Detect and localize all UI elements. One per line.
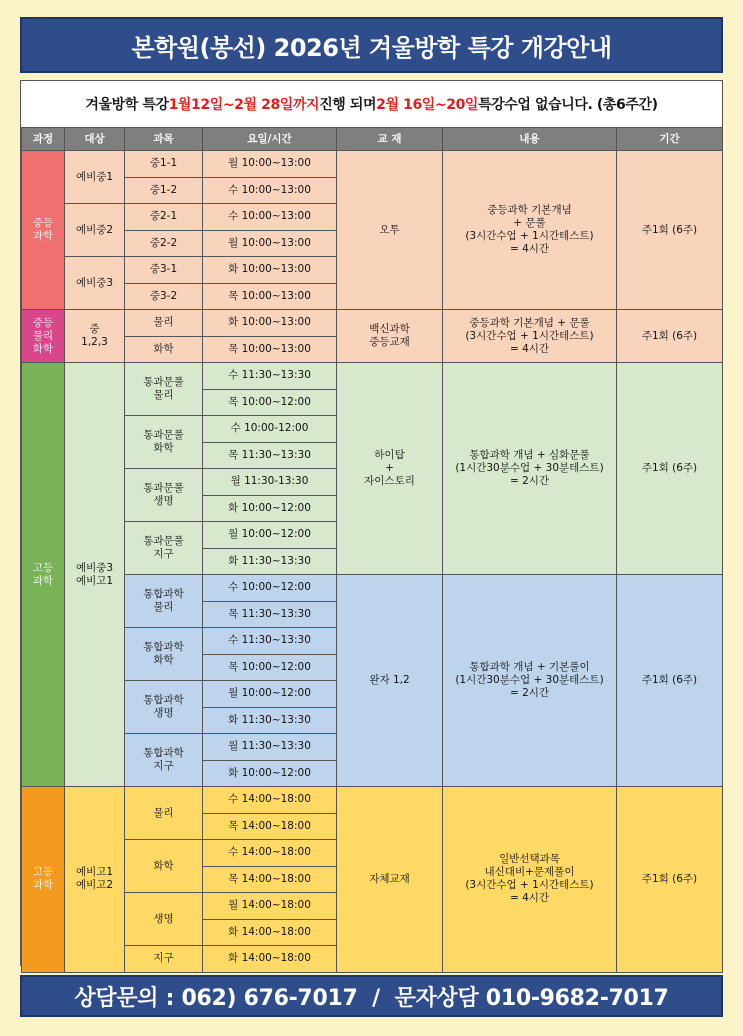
book-cell: 오투 <box>337 151 443 310</box>
subject-cell: 중3-1 <box>125 257 203 284</box>
course-cell: 중등 과학 <box>22 151 65 310</box>
subject-cell: 지구 <box>125 946 203 973</box>
content-cell: 중등과학 기본개념 + 문풀 (3시간수업 + 1시간테스트) = 4시간 <box>443 151 617 310</box>
time-cell: 월 11:30~13:30 <box>203 734 337 761</box>
target-cell: 예비중3 <box>65 257 125 310</box>
time-cell: 수 10:00~13:00 <box>203 204 337 231</box>
time-cell: 목 10:00~12:00 <box>203 389 337 416</box>
subject-cell: 통합과학 물리 <box>125 575 203 628</box>
subject-cell: 통합과학 화학 <box>125 628 203 681</box>
time-cell: 목 10:00~12:00 <box>203 654 337 681</box>
header-course: 과정 <box>22 128 65 151</box>
time-cell: 화 10:00~13:00 <box>203 257 337 284</box>
table-row <box>22 787 723 814</box>
time-cell: 화 11:30~13:30 <box>203 707 337 734</box>
time-cell: 수 10:00~12:00 <box>203 575 337 602</box>
subject-cell: 물리 <box>125 787 203 840</box>
time-cell: 월 10:00~13:00 <box>203 230 337 257</box>
target-cell: 예비중2 <box>65 204 125 257</box>
book-cell: 완자 1,2 <box>337 575 443 787</box>
target-cell: 중 1,2,3 <box>65 310 125 363</box>
course-cell: 고등 과학 <box>22 787 65 973</box>
notice-text-3: 특강수업 없습니다. (총6주간) <box>478 96 658 113</box>
table-row <box>22 151 723 178</box>
time-cell: 화 14:00~18:00 <box>203 946 337 973</box>
subject-cell: 통합과학 생명 <box>125 681 203 734</box>
target-cell: 예비중3 예비고1 <box>65 363 125 787</box>
notice-text-2: 진행 되며 <box>319 96 377 113</box>
notice-date-range: 1월12일~2월 28일까지 <box>168 96 320 113</box>
table-row <box>22 310 723 337</box>
table-row <box>22 575 723 602</box>
subject-cell: 중1-2 <box>125 177 203 204</box>
time-cell: 월 11:30-13:30 <box>203 469 337 496</box>
time-cell: 화 14:00~18:00 <box>203 919 337 946</box>
time-cell: 수 11:30~13:30 <box>203 628 337 655</box>
subject-cell: 통합과학 지구 <box>125 734 203 787</box>
schedule-table <box>21 127 723 973</box>
header-time: 요일/시간 <box>203 128 337 151</box>
page-title: 본학원(봉선) 2026년 겨울방학 특강 개강안내 <box>131 33 612 62</box>
time-cell: 수 10:00~13:00 <box>203 177 337 204</box>
time-cell: 수 11:30~13:30 <box>203 363 337 390</box>
time-cell: 목 10:00~13:00 <box>203 283 337 310</box>
title-banner <box>20 17 723 73</box>
time-cell: 월 10:00~13:00 <box>203 151 337 178</box>
time-cell: 목 14:00~18:00 <box>203 866 337 893</box>
header-content: 내용 <box>443 128 617 151</box>
time-cell: 화 11:30~13:30 <box>203 548 337 575</box>
time-cell: 월 14:00~18:00 <box>203 893 337 920</box>
header-subject: 과목 <box>125 128 203 151</box>
notice-text-1: 겨울방학 특강 <box>85 96 169 113</box>
notice-line <box>21 81 722 126</box>
content-cell: 일반선택과목 내신대비+문제풀이 (3시간수업 + 1시간테스트) = 4시간 <box>443 787 617 973</box>
table-row <box>22 363 723 390</box>
subject-cell: 화학 <box>125 336 203 363</box>
course-cell: 중등 물리 화학 <box>22 310 65 363</box>
period-cell: 주1회 (6주) <box>617 787 723 973</box>
time-cell: 화 10:00~12:00 <box>203 495 337 522</box>
time-cell: 월 10:00~12:00 <box>203 522 337 549</box>
period-cell: 주1회 (6주) <box>617 151 723 310</box>
time-cell: 수 14:00~18:00 <box>203 840 337 867</box>
header-target: 대상 <box>65 128 125 151</box>
subject-cell: 통과문풀 화학 <box>125 416 203 469</box>
book-cell: 백신과학 중등교재 <box>337 310 443 363</box>
subject-cell: 중2-2 <box>125 230 203 257</box>
time-cell: 수 10:00-12:00 <box>203 416 337 443</box>
time-cell: 목 10:00~13:00 <box>203 336 337 363</box>
header-row <box>22 128 723 151</box>
subject-cell: 물리 <box>125 310 203 337</box>
subject-cell: 통과문풀 지구 <box>125 522 203 575</box>
subject-cell: 생명 <box>125 893 203 946</box>
period-cell: 주1회 (6주) <box>617 363 723 575</box>
subject-cell: 중3-2 <box>125 283 203 310</box>
target-cell: 예비중1 <box>65 151 125 204</box>
time-cell: 목 14:00~18:00 <box>203 813 337 840</box>
subject-cell: 통과문풀 물리 <box>125 363 203 416</box>
course-cell: 고등 과학 <box>22 363 65 787</box>
time-cell: 목 11:30~13:30 <box>203 601 337 628</box>
subject-cell: 중1-1 <box>125 151 203 178</box>
target-cell: 예비고1 예비고2 <box>65 787 125 973</box>
header-period: 기간 <box>617 128 723 151</box>
time-cell: 목 11:30~13:30 <box>203 442 337 469</box>
period-cell: 주1회 (6주) <box>617 575 723 787</box>
time-cell: 월 10:00~12:00 <box>203 681 337 708</box>
content-cell: 통합과학 개념 + 심화문풀 (1시간30분수업 + 30분테스트) = 2시간 <box>443 363 617 575</box>
subject-cell: 중2-1 <box>125 204 203 231</box>
time-cell: 화 10:00~12:00 <box>203 760 337 787</box>
book-cell: 자체교재 <box>337 787 443 973</box>
time-cell: 화 10:00~13:00 <box>203 310 337 337</box>
header-book: 교 재 <box>337 128 443 151</box>
contact-text: 상담문의 : 062) 676-7017 / 문자상담 010-9682-7017 <box>74 985 669 1011</box>
notice-break-dates: 2월 16일~20일 <box>376 96 479 113</box>
book-cell: 하이탑 + 자이스토리 <box>337 363 443 575</box>
time-cell: 수 14:00~18:00 <box>203 787 337 814</box>
period-cell: 주1회 (6주) <box>617 310 723 363</box>
subject-cell: 통과문풀 생명 <box>125 469 203 522</box>
subject-cell: 화학 <box>125 840 203 893</box>
content-cell: 중등과학 기본개념 + 문풀 (3시간수업 + 1시간테스트) = 4시간 <box>443 310 617 363</box>
content-cell: 통합과학 개념 + 기본풀이 (1시간30분수업 + 30분테스트) = 2시간 <box>443 575 617 787</box>
contact-banner <box>20 975 723 1017</box>
